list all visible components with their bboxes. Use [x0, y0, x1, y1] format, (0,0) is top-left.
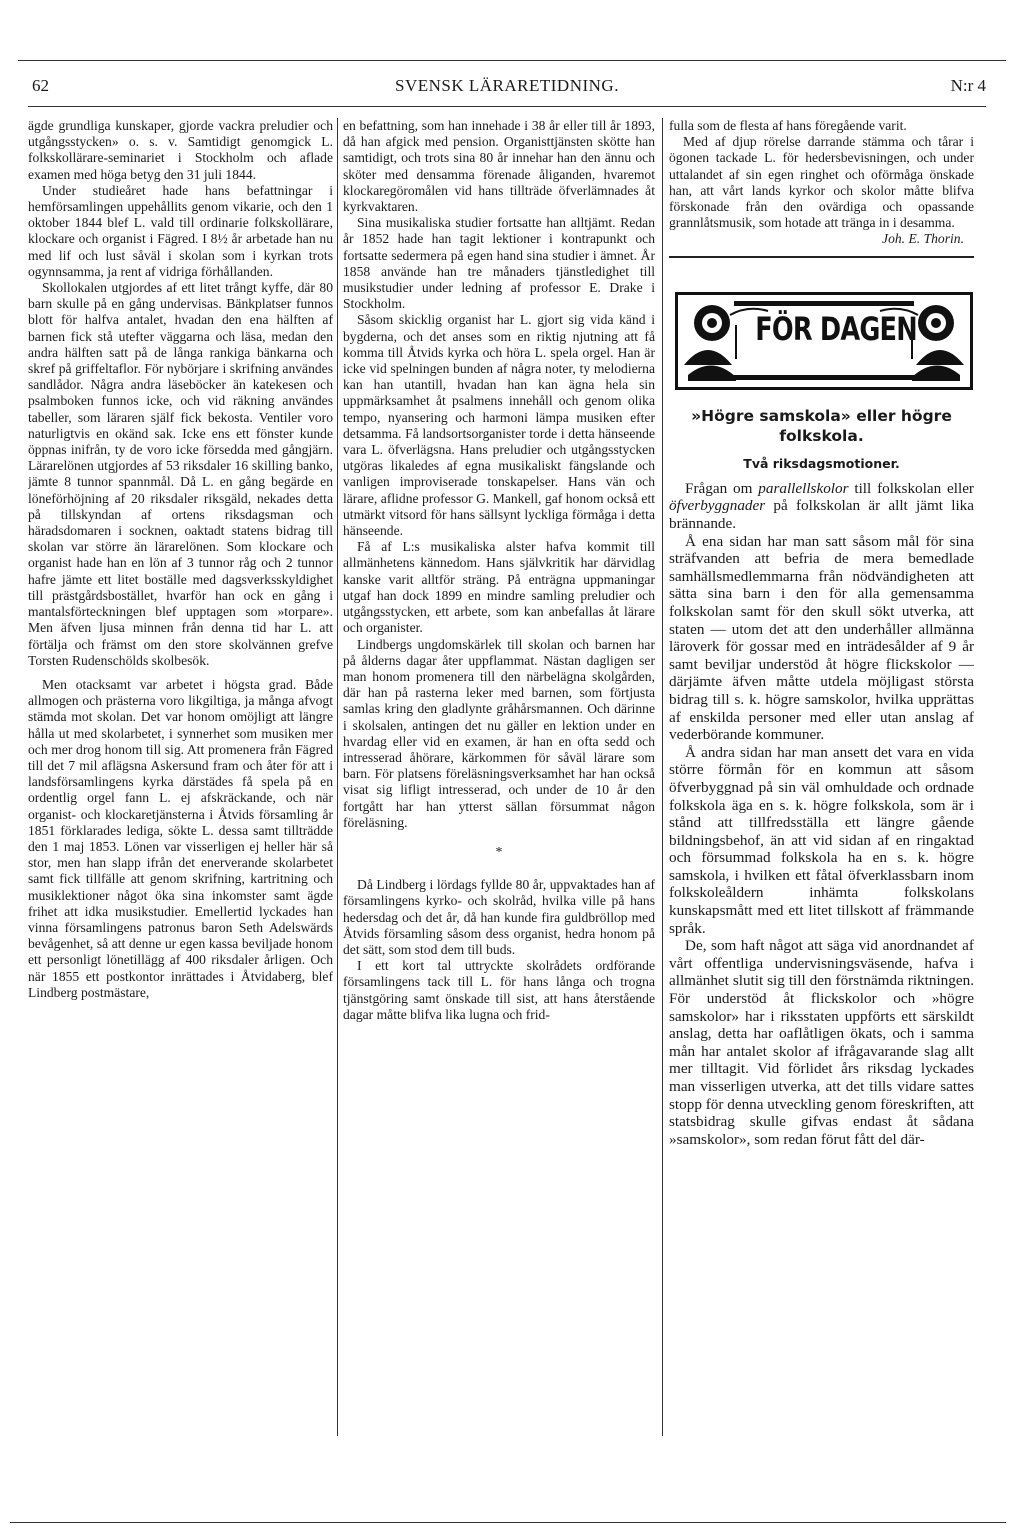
column-2: [343, 118, 655, 1438]
col2-paragraph-1: en befattning, som han innehade i 38 år eller till år 1893, då han afgick med pension. Organisttjänsten skötte han samtidigt, och trots sina 80 år innehar han den ännu och sköter med densamma förenade åliganden, hvaremot klockaregöromålen vid hans tillträde öfverlämnades åt kyrkvaktaren.: [343, 118, 655, 215]
col2-paragraph-7: I ett kort tal uttryckte skolrådets ordförande församlingens tack till L. för hans långa och trogna tjänstgöring samt önskade till sist, att hans återstående dagar måtte blifva lika lugna och frid-: [343, 958, 655, 1022]
col2-paragraph-5: Lindbergs ungdomskärlek till skolan och barnen har på ålderns dagar åter uppflammat. Nästan dagligen ser man honom promenera till den närbelägna skolgården, där han på rasterna leker med barnen, som förtjusta samlas kring den gladlynte gråhårsmannen. Och därinne i skolsalen, antingen det nu gäller en lektion under en hvardag eller vid en examen, är han en ofta sedd och intresserad åhörare, kärkommen för såväl lärare som barn. För platsens föreläsningsverksamhet har han också visat sig lifligt intresserad, och under de 10 år den fortgått har han ytterst sällan försummat någon föreläsning.: [343, 636, 655, 830]
article-signature: Joh. E. Thorin.: [882, 231, 964, 247]
article-paragraph-1: [669, 480, 974, 533]
column-divider-left: [337, 118, 338, 1436]
col2-paragraph-3: Såsom skicklig organist har L. gjort sig vida känd i bygderna, och det anses som en riktig njutning att få komma till Åtvids kyrka och höra L. spela orgel. Han är icke vid spelningen bunden af några noter, ty melodierna kan han utantill, hvadan han kan ägna hela sin uppmärksamhet åt psalmens innehåll och genom olika tempo, nyansering och harmoni lämpa musiken efter detsamma. Få landsortsorganister torde i detta hänseende vara L. öfverlägsna. Hans preludier och utgångsstycken utgöras likaledes af egna musikaliskt fängslande och vanligen improviserade tonskapelser. Hans vän och lärare, aflidne professor G. Mankell, gaf honom också ett utmärkt vitsord för hans sällsynt lyckliga förmåga i detta hänseende.: [343, 312, 655, 539]
article-separator-rule: [669, 256, 974, 258]
article-paragraph-3: Å andra sidan har man ansett det vara en vida större förmån för en kommun att såsom öfverbyggnad på sin väl omhuldade och ordnade folkskola äga en s. k. högre folkskola, som är i stånd att tillfredsställa ett längre gående bildningsbehof, än att vid sidan af en ringaktad och försummad folkskola ha en s. k. högre samskola, i hvilken ett fåtal öfverklassbarn inom folkskoleåldern inhämta folkskolans kunskapsmått med ett litet tillskott af främmande språk.: [669, 743, 974, 937]
col1-paragraph-4: Men otacksamt var arbetet i högsta grad. Både allmogen och prästerna voro likgiltiga, ja många afvogt stämda mot skolan. Det var honom omöjligt att längre hålla ut med skolarbetet, i synnerhet som musiken mer och mer drog honom till sig. Att promenera från Fägred till det 7 mil aflägsna Askersund fram och åter för att i landsförsamlingens kyrka därstädes få spela på en ordentlig orgel fann L. ej afskräckande, och när organist- och klockaretjänsterna i Åtvids församling år 1851 förklarades lediga, sökte L. dessa samt tillträdde den 1 maj 1853. Lönen var visserligen ej heller här så stor, men han slapp ifrån det enerverande skolarbetet samt fick tillfälle att genom skrifning, kartritning och musiklektioner något öka sina inkomster samt ägde frihet att idka musikstudier. Emellertid lyckades han vinna församlingens patronus baron Seth Adelswärds bevågenhet, så att denne ur egen kassa beviljade honom ett personligt lönetillägg af 400 riksdaler årligen. Och när 1855 ett postkontor inrättades i Åtvidaberg, blef Lindberg postmästare,: [28, 676, 333, 1000]
article-paragraph-2: Å ena sidan har man satt såsom mål för sina sträfvanden att befria de mera bemedlade samhällsmedlemmarna från nödvändigheten att sätta sina barn i den för alla gemensamma folkskolan samt för den skull sökt utverka, att staten — utom det att den underhåller allmänna läroverk för gossar med en inträdesålder af 9 år samt beviljar understöd åt högre flickskolor — därjämte äfven måtte utdela möjligast största bidrag till s. k. högre samskolor, hvilka upprättas af enskilda personer med eller utan anslag af vederbörande kommuner.: [669, 532, 974, 744]
col3-paragraph-1: fulla som de flesta af hans föregående varit.: [669, 118, 907, 133]
journal-title: SVENSK LÄRARETIDNING.: [395, 76, 619, 95]
col2-paragraph-2: Sina musikaliska studier fortsatte han alltjämt. Redan år 1852 hade han tagit lektioner i kontrapunkt och fortsatte sedermera på egen hand sina studier i ämnet. År 1858 använde han tre månaders tjänstledighet till musikstudier under ledning af professor E. Drake i Stockholm.: [343, 215, 655, 312]
column-divider-right: [662, 118, 663, 1436]
page-number: 62: [32, 76, 49, 95]
section-separator-star: *: [495, 844, 503, 860]
col1-paragraph-2: Under studieåret hade hans befattningar i hemförsamlingen uppehållits genom vikarie, och den 1 oktober 1844 blef L. vald till ordinarie folkskollärare, klockare och organist i Fägred. I 8½ år arbetade han nu med lif och lust såväl i skolan som i kyrkan trots ogynnsamma, ja rent af vidriga förhållanden.: [28, 182, 333, 279]
text-run: till folkskolan eller: [848, 479, 974, 497]
header-rule: [28, 106, 986, 107]
emphasis-ofverbyggnader: öfverbyggnader: [669, 497, 766, 515]
issue-number: N:r 4: [950, 76, 986, 95]
top-page-rule: [18, 60, 1006, 61]
article-paragraph-4: De, som haft något att säga vid anordnandet af vårt offentliga undervisningsväsende, hafva i allmänhet slutit sig till den förstnämda riktningen. För understöd åt flickskolor och »högre samskolor» har i riksstaten uppförts ett särskildt anslag, detta har oaflåtligen ökats, och i samma mån har antalet skolor af ifrågavarande slag allt mer tilltagit. Vid förlidet års riksdag lyckades man visserligen utverka, att det tills vidare sattes stopp för denna utveckling genom föreskriften, att statsbidrag skulle gifvas endast åt sådana »samskolor», som redan förut fått del där-: [669, 937, 974, 1148]
col1-paragraph-1: ägde grundliga kunskaper, gjorde vackra preludier och utgångsstycken» o. s. v. Samtidigt genomgick L. folkskollärare-seminariet i Stockholm och aflade examen med höga betyg den 31 juli 1844.: [28, 118, 333, 182]
article-subheadline: Två riksdagsmotioner.: [743, 455, 900, 471]
text-run: på folkskolan är allt jämt lika brännande.: [669, 497, 974, 533]
page-header: [28, 76, 986, 98]
column-1: [28, 118, 333, 1438]
bottom-page-rule: [10, 1522, 1006, 1523]
text-run: Frågan om: [685, 479, 759, 497]
banner-title: FÖR DAGEN: [755, 309, 917, 348]
emphasis-parallellskolor: parallellskolor: [758, 479, 849, 497]
col3-paragraph-2: Med af djup rörelse darrande stämma och tårar i ögonen tackade L. för hedersbevisningen, och under uttalandet af sin egen ringhet och oförmåga önskade han, att vårt lands kyrkor och skolor måtte blifva förskonade från den ovärdiga och opassande grannlåtsmusik, som hotade att tränga in i desamma.: [669, 134, 974, 231]
col2-paragraph-6: Då Lindberg i lördags fyllde 80 år, uppvaktades han af församlingens kyrko- och skolråd, hvilka ville på hans hedersdag och det år, då han kunde fira guldbröllop med Åtvids församling såsom dess organist, hedra honom på det sätt, som stod dem till buds.: [343, 877, 655, 957]
article-headline: »Högre samskola» eller högre folkskola.: [691, 406, 952, 445]
column-3: [669, 118, 974, 1438]
col1-paragraph-3: Skollokalen utgjordes af ett litet trångt kyffe, där 80 barn skulle på en gång undervisas. Bänkplatser funnos blott för halfva antalet, hvadan den ena hälften af barnen fick stå utefter väggarna och läsa, medan den andra hälften satt på de långa rankiga bänkarna och skref på griffeltaflor. För nybörjare i skrifning användes sandlådor. Några andra läseböcker än katekesen och psalmboken funnos icke, och vid räkning användes tabeller, som läraren själf fick bekosta. Ventiler voro naturligtvis en okänd sak. Icke ens ett fönster kunde öppnas inifrån, ty de voro icke försedda med gångjärn. Lärarelönen utgjordes af 53 riksdaler 16 skilling banko, jämte 8 tunnor spannmål. Då L. en gång begärde en löneförhöjning af 20 riksdaler riksgäld, nekades detta på tillskyndan af ortens riksdagsman och häradsdomaren i socknen, oaktadt statens bidrag till skolan var större än lärarelönen. Som klockare och organist hade han en lön af 3 tunnor råg och 2 tunnor hafre jämte ett litet boställe med dagsverksskyldighet till prästgårdsbostället, hvarför han ock en gång i mantalsförteckningen blef upptagen som »torpare». Men äfven ljusa minnen från denna tid har L. att förtälja och främst om den store skolvännen grefve Torsten Rudenschölds skolbesök.: [28, 280, 333, 668]
for-dagen-banner: [675, 292, 973, 390]
article-body: [669, 480, 974, 1149]
col2-paragraph-4: Få af L:s musikaliska alster hafva kommit till allmänhetens kännedom. Hans självkritik har därvidlag kanske varit alltför sträng. På enträgna uppmaningar utgaf han dock 1899 en mindre samling preludier och utgångsstycken, ett arbete, som kan anbefallas åt lärare och organister.: [343, 539, 655, 636]
